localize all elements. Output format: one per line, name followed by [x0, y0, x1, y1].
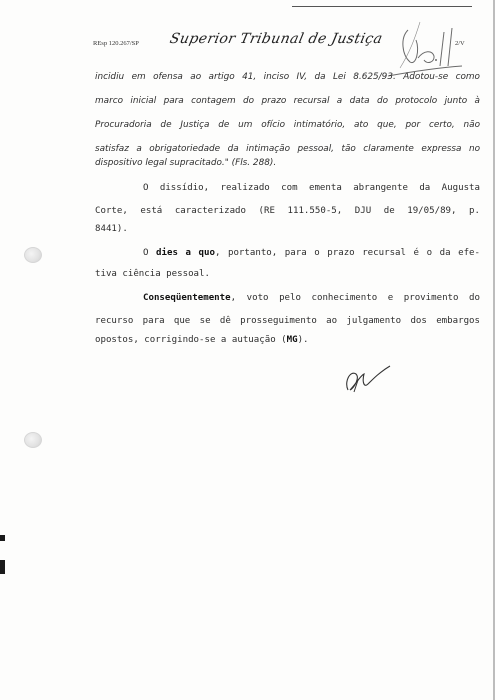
page-number: 2/V: [455, 40, 465, 47]
bold-term: Conseqüentemente: [143, 293, 231, 303]
quote-line: marco inicial para contagem do prazo recursal a data do protocolo junto à: [95, 96, 480, 106]
paragraph-line: Corte, está caracterizado (RE 111.550-5, DJU de 19/05/89, p.: [95, 206, 480, 216]
quote-line: Procuradoria de Justiça de um ofício intimatório, ato que, por certo, não: [95, 120, 480, 130]
paragraph-line: O dies a quo, portanto, para o prazo recursal é o da efe-: [143, 248, 480, 258]
scan-edge-mark: [0, 535, 5, 541]
paragraph-line: recurso para que se dê prosseguimento ao julgamento dos embargos: [95, 316, 480, 326]
punch-hole: [24, 432, 42, 448]
paragraph-line: Conseqüentemente, voto pelo conhecimento e provimento do: [143, 293, 480, 303]
scan-edge-mark: [0, 560, 5, 574]
paragraph-line: O dissídio, realizado com ementa abrangente da Augusta: [143, 183, 480, 193]
paragraph-line: opostos, corrigindo-se a autuação (MG).: [95, 335, 309, 345]
paragraph-line: 8441).: [95, 224, 128, 234]
bold-term: dies a quo: [156, 248, 215, 258]
quote-line: satisfaz a obrigatoriedade da intimação pessoal, tão claramente expressa no: [95, 144, 480, 154]
punch-hole: [24, 247, 42, 263]
quote-line: dispositivo legal supracitado." (Fls. 288).: [95, 158, 277, 168]
handwritten-signature: [340, 360, 400, 400]
bold-term: MG: [286, 335, 298, 345]
paragraph-line: tiva ciência pessoal.: [95, 269, 210, 279]
case-reference: REsp 120.267/SP: [93, 40, 139, 47]
header-rule: [292, 6, 472, 7]
quote-line: incidiu em ofensa ao artigo 41, inciso IV, da Lei 8.625/93. Adotou-se como: [95, 72, 480, 82]
court-name-header: Superior Tribunal de Justiça: [168, 31, 385, 47]
